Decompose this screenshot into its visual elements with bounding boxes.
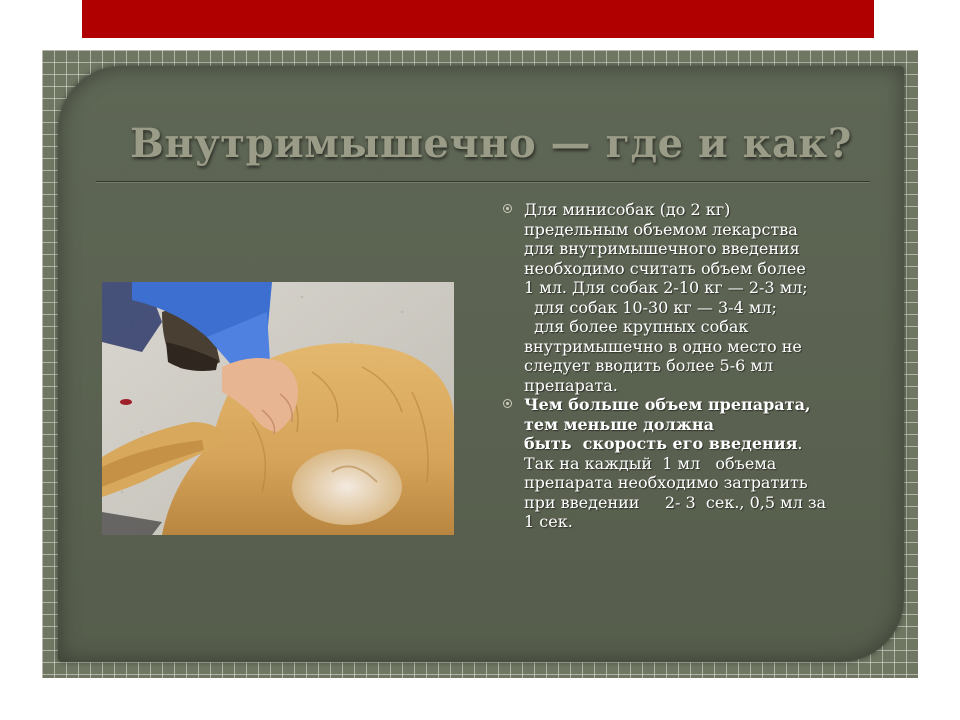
bullet-2-bold-line-1: Чем больше объем препарата, <box>524 395 811 414</box>
bullet-item-2 <box>500 395 890 532</box>
title-divider <box>96 181 870 182</box>
dog-injection-photo <box>102 282 454 535</box>
bullet-1-line-3: для внутримышечного введения <box>524 239 800 258</box>
bullet-item-1 <box>500 200 890 395</box>
photo-illustration <box>102 282 454 535</box>
bullet-circle-icon <box>503 204 512 213</box>
bullet-2-line-2: препарата необходимо затратить <box>524 473 808 492</box>
bullet-1-line-5: 1 мл. Для собак 2-10 кг — 2-3 мл; <box>524 278 808 297</box>
bullet-1-line-10: препарата. <box>524 375 618 395</box>
bullet-1-line-2: предельным объемом лекарства <box>524 219 798 239</box>
bullet-2-mixed-line <box>524 434 890 454</box>
bullet-list <box>500 200 890 532</box>
bullet-2-mixed-bold: быть скорость его введения <box>524 434 798 453</box>
bullet-2-line-1: Так на каждый 1 мл объема <box>524 453 777 473</box>
slide-title: Внутримышечно — где и как? <box>130 120 852 167</box>
bullet-2-bold-line-2: тем меньше должна <box>524 414 715 434</box>
bullet-1-line-7: для более крупных собак <box>524 317 749 336</box>
bullet-1-line-6: для собак 10-30 кг — 3-4 мл; <box>524 297 777 317</box>
bullet-2-line-3: при введении 2- 3 сек., 0,5 мл за <box>524 492 827 512</box>
bullet-1-line-1: Для минисобак (до 2 кг) <box>524 200 731 219</box>
bullet-2-line-4: 1 сек. <box>524 512 573 531</box>
bullet-1-line-9: следует вводить более 5-6 мл <box>524 356 773 375</box>
top-accent-bar <box>82 0 874 38</box>
bullet-2-mixed-rest: . <box>797 434 803 453</box>
bullet-1-line-8: внутримышечно в одно место не <box>524 336 802 356</box>
bullet-circle-icon <box>503 399 512 408</box>
bullet-1-line-4: необходимо считать объем более <box>524 258 806 278</box>
